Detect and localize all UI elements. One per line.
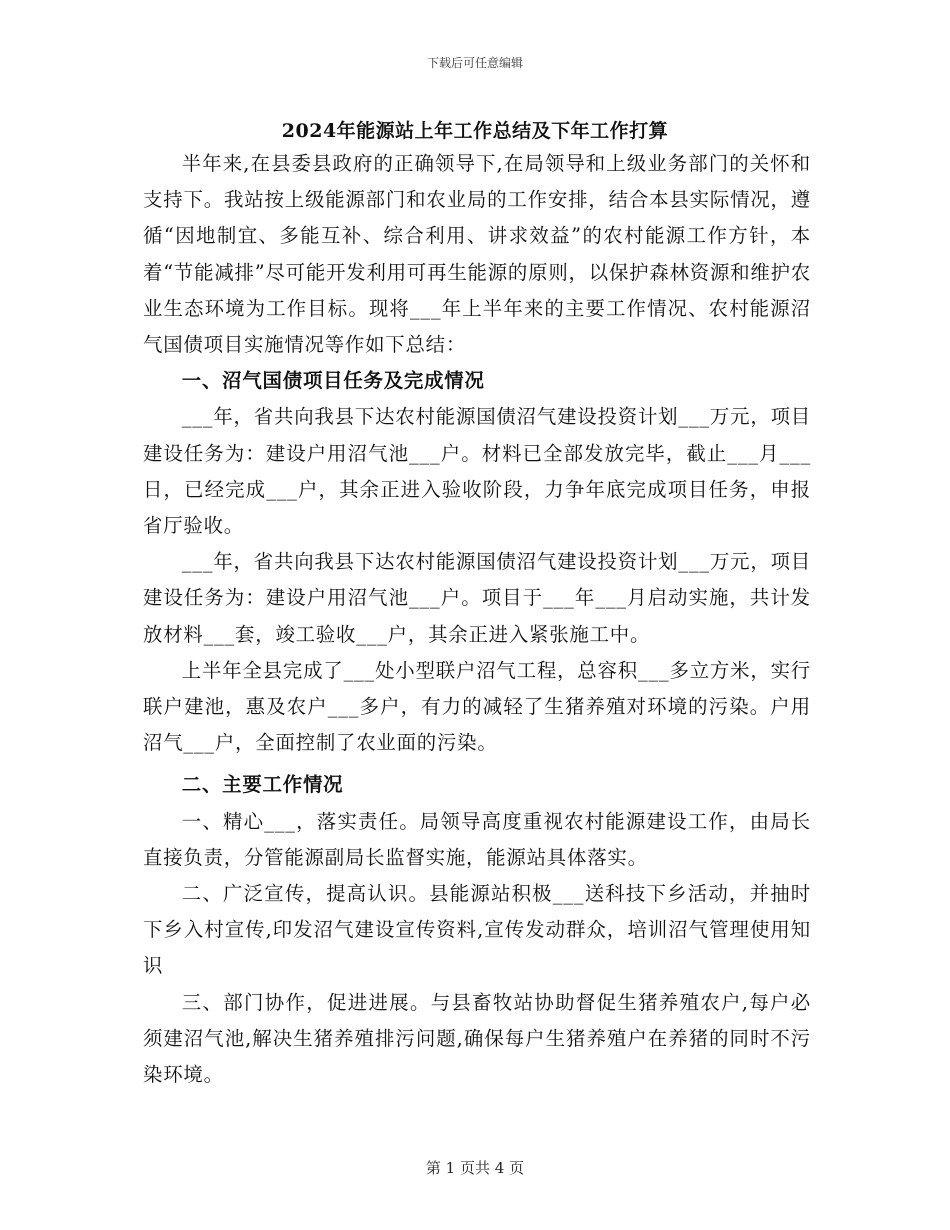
document-body xyxy=(143,146,811,1093)
section1-paragraph-3: 上半年全县完成了___处小型联户沼气工程，总容积___多立方米，实行联户建池，惠及农户___多户，有力的减轻了生猪养殖对环境的污染。户用沼气___户，全面控制了农业面的污染。 xyxy=(143,658,811,755)
section2-paragraph-3: 三、部门协作，促进进展。与县畜牧站协助督促生猪养殖农户,每户必须建沼气池,解决生猪养殖排污问题,确保每户生猪养殖户在养猪的同时不污染环境。 xyxy=(143,990,811,1087)
section2-paragraph-2: 二、广泛宣传，提高认识。县能源站积极___送科技下乡活动，并抽时下乡入村宣传,印发沼气建设宣传资料,宣传发动群众，培训沼气管理使用知识 xyxy=(143,882,811,978)
page-header-note: 下载后可任意编辑 xyxy=(426,56,523,70)
intro-paragraph: 半年来,在县委县政府的正确领导下,在局领导和上级业务部门的关怀和支持下。我站按上级能源部门和农业局的工作安排，结合本县实际情况，遵循“因地制宜、多能互补、综合利用、讲求效益”的农村能源工作方针，本着“节能减排”尽可能开发利用可再生能源的原则，以保护森林资源和维护农业生态环境为工作目标。现将___年上半年来的主要工作情况、农村能源沼气国债项目实施情况等作如下总结： xyxy=(143,152,811,357)
section-heading-1: 一、沼气国债项目任务及完成情况 xyxy=(181,369,485,393)
section-heading-2: 二、主要工作情况 xyxy=(181,773,344,797)
section2-paragraph-1: 一、精心___，落实责任。局领导高度重视农村能源建设工作，由局长直接负责，分管能源副局长监督实施，能源站具体落实。 xyxy=(143,809,811,869)
page-footer-number: 第 1 页共 4 页 xyxy=(425,1159,525,1177)
section1-paragraph-1: ___年，省共向我县下达农村能源国债沼气建设投资计划___万元，项目建设任务为：建设户用沼气池___户。材料已全部发放完毕，截止___月___日，已经完成___户，其余正进入验收阶段，力争年底完成项目任务，申报省厅验收。 xyxy=(143,405,811,538)
document-title: 2024年能源站上年工作总结及下年工作打算 xyxy=(281,120,669,142)
section1-paragraph-2: ___年，省共向我县下达农村能源国债沼气建设投资计划___万元，项目建设任务为：建设户用沼气池___户。项目于___年___月启动实施，共计发放材料___套，竣工验收___户，其余正进入紧张施工中。 xyxy=(143,550,811,646)
